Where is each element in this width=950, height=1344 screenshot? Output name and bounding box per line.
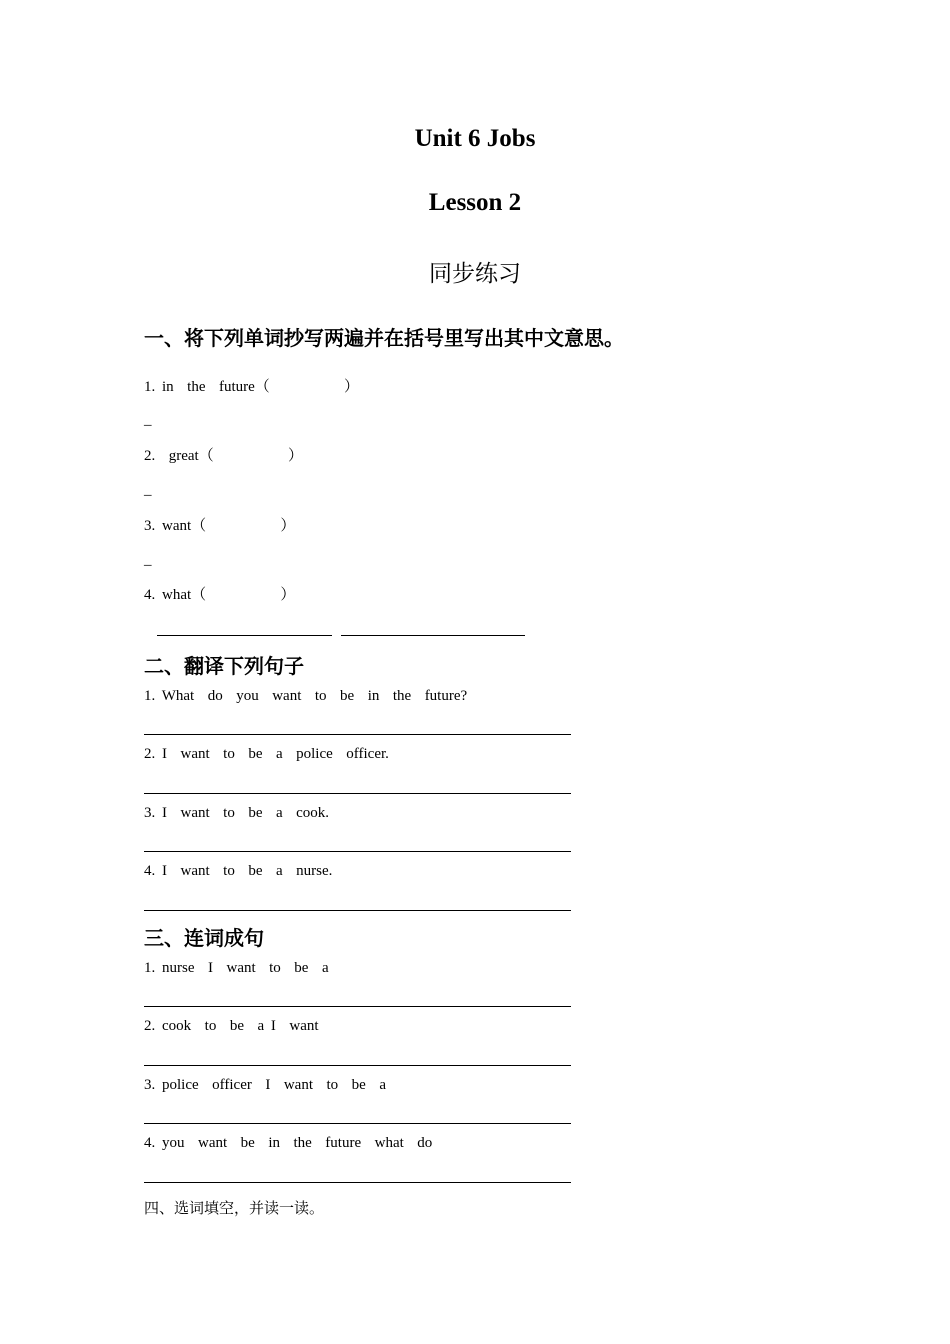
unit-title: Unit 6 Jobs <box>414 125 536 152</box>
section2-item-1: 1. What do you want to be in the future? <box>144 688 468 704</box>
section2-heading: 二、翻译下列句子 <box>144 654 304 678</box>
answer-line <box>144 793 571 794</box>
answer-line <box>144 851 571 852</box>
page-subtitle: 同步练习 <box>429 261 521 287</box>
answer-line <box>144 734 571 735</box>
section1-dash-1: _ <box>144 412 152 428</box>
section1-item-1: 1. in the future（ ） <box>144 379 360 395</box>
answer-line <box>144 1123 571 1124</box>
section3-item-4: 4. you want be in the future what do <box>144 1135 433 1151</box>
section4-heading: 四、选词填空，并读一读。 <box>144 1199 325 1217</box>
section1-dash-3: _ <box>144 552 152 568</box>
answer-line <box>144 1006 571 1007</box>
section1-item-3: 3. want（ ） <box>144 518 296 534</box>
lesson-title: Lesson 2 <box>428 189 522 216</box>
section3-item-2: 2. cook to be a I want <box>144 1018 319 1034</box>
copy-line-2 <box>341 635 525 636</box>
section1-item-2: 2. great（ ） <box>144 448 303 464</box>
answer-line <box>144 1065 571 1066</box>
section2-item-2: 2. I want to be a police officer. <box>144 746 389 762</box>
section1-heading: 一、将下列单词抄写两遍并在括号里写出其中文意思。 <box>144 326 624 350</box>
section1-dash-2: _ <box>144 482 152 498</box>
answer-line <box>144 1182 571 1183</box>
section2-item-4: 4. I want to be a nurse. <box>144 863 333 879</box>
section3-item-1: 1. nurse I want to be a <box>144 960 329 976</box>
section3-item-3: 3. police officer I want to be a <box>144 1077 386 1093</box>
section2-item-3: 3. I want to be a cook. <box>144 805 330 821</box>
section3-heading: 三、连词成句 <box>144 926 264 950</box>
section1-item-4: 4. what（ ） <box>144 587 296 603</box>
answer-line <box>144 910 571 911</box>
copy-line-1 <box>157 635 332 636</box>
